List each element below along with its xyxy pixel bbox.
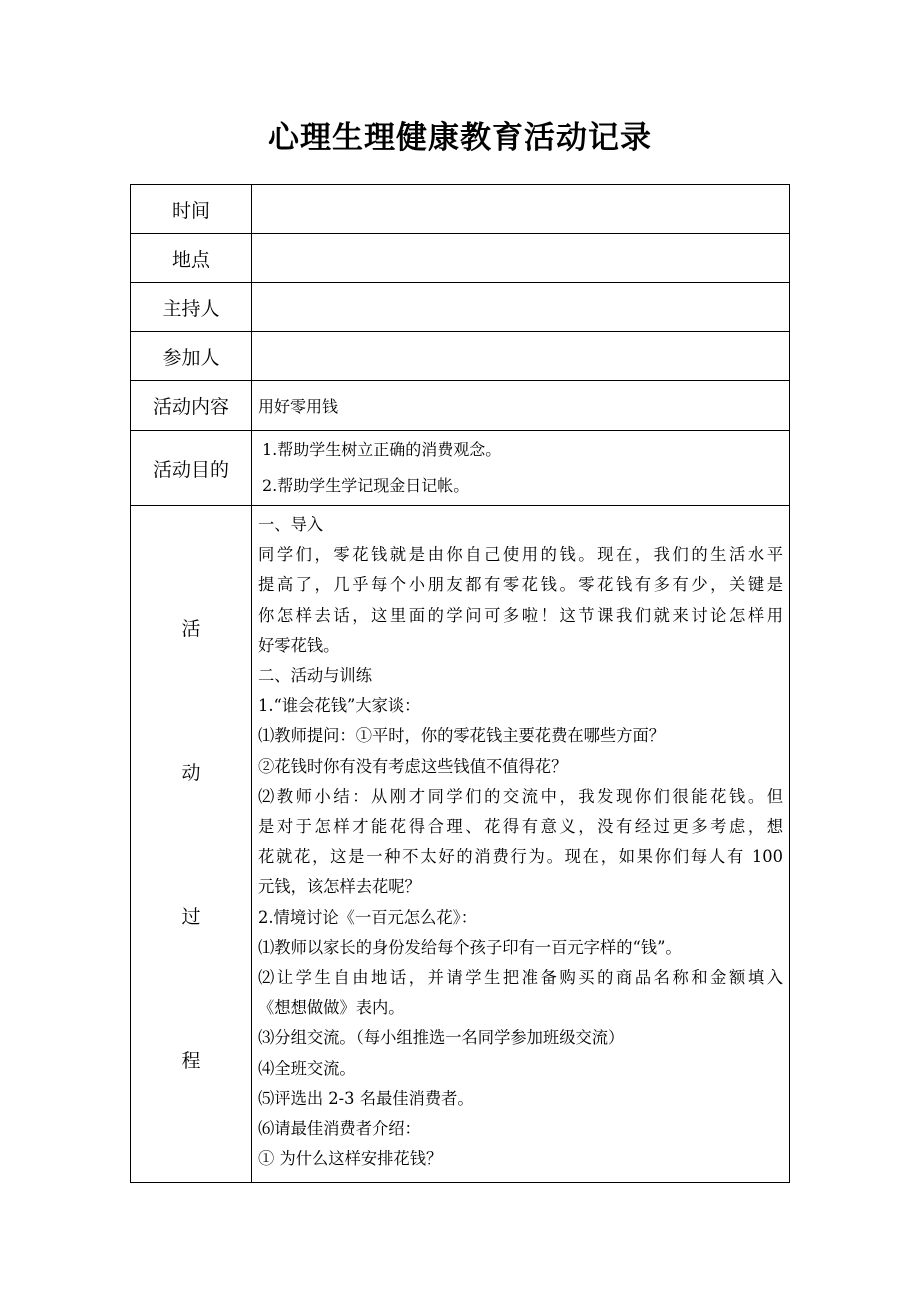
process-content	[252, 506, 790, 1183]
place-value	[252, 234, 790, 283]
process-label	[131, 506, 252, 1183]
process-line: 一、导入	[258, 515, 324, 534]
process-line: ②花钱时你有没有考虑这些钱值不值得花？	[258, 756, 568, 776]
process-line: ⑸评选出 2-3 名最佳消费者。	[258, 1088, 474, 1108]
content-row	[131, 381, 790, 431]
process-line: ⑵让学生自由地话，并请学生把准备购买的商品名称和金额填入	[258, 968, 783, 988]
place-row	[131, 234, 790, 283]
purpose-value	[252, 431, 790, 506]
process-label-char-1: 活	[181, 618, 201, 640]
process-row	[131, 506, 790, 1183]
process-line: 提高了，几乎每个小朋友都有零花钱。零花钱有多有少，关键是	[258, 575, 783, 595]
purpose-line-1: 1.帮助学生树立正确的消费观念。	[262, 440, 502, 459]
activity-record-table	[130, 184, 790, 1183]
participants-row	[131, 332, 790, 381]
time-label: 时间	[131, 185, 252, 234]
process-line: 元钱，该怎样去花呢？	[258, 877, 421, 897]
process-line: ⑵教师小结：从刚才同学们的交流中，我发现你们很能花钱。但	[258, 786, 783, 806]
process-label-char-2: 动	[181, 762, 201, 784]
page-title: 心理生理健康教育活动记录	[268, 120, 652, 156]
host-label: 主持人	[131, 283, 252, 332]
process-label-char-3: 过	[181, 906, 201, 928]
process-line: ① 为什么这样安排花钱？	[258, 1149, 443, 1169]
content-value: 用好零用钱	[252, 381, 790, 431]
process-line: ⑴教师提问：①平时，你的零花钱主要花费在哪些方面？	[258, 726, 666, 746]
host-value	[252, 283, 790, 332]
process-line: 2.情境讨论《一百元怎么花》：	[258, 907, 478, 927]
purpose-line-2: 2.帮助学生学记现金日记帐。	[262, 476, 470, 495]
process-line: ⑴教师以家长的身份发给每个孩子印有一百元字样的“钱”。	[258, 937, 682, 957]
process-line: 《想想做做》表内。	[258, 998, 405, 1018]
purpose-row	[131, 431, 790, 506]
process-line: 是对于怎样才能花得合理、花得有意义，没有经过更多考虑，想	[258, 817, 783, 837]
time-value	[252, 185, 790, 234]
process-line: 你怎样去话，这里面的学问可多啦！这节课我们就来讨论怎样用	[258, 605, 783, 625]
process-line: 好零花钱。	[258, 635, 340, 655]
participants-label: 参加人	[131, 332, 252, 381]
process-line: ⑶分组交流。（每小组推选一名同学参加班级交流）	[258, 1028, 625, 1048]
process-line: 花就花，这是一种不太好的消费行为。现在，如果你们每人有 100	[258, 847, 783, 867]
process-label-char-4: 程	[181, 1050, 201, 1072]
participants-value	[252, 332, 790, 381]
place-label: 地点	[131, 234, 252, 283]
process-line: 同学们，零花钱就是由你自己使用的钱。现在，我们的生活水平	[258, 545, 783, 565]
content-label: 活动内容	[131, 381, 252, 431]
process-line: 1.“谁会花钱”大家谈：	[258, 696, 421, 716]
purpose-label: 活动目的	[131, 431, 252, 506]
time-row	[131, 185, 790, 234]
host-row	[131, 283, 790, 332]
process-line: ⑷全班交流。	[258, 1058, 356, 1078]
process-line: ⑹请最佳消费者介绍：	[258, 1119, 421, 1139]
process-line: 二、活动与训练	[258, 666, 372, 686]
